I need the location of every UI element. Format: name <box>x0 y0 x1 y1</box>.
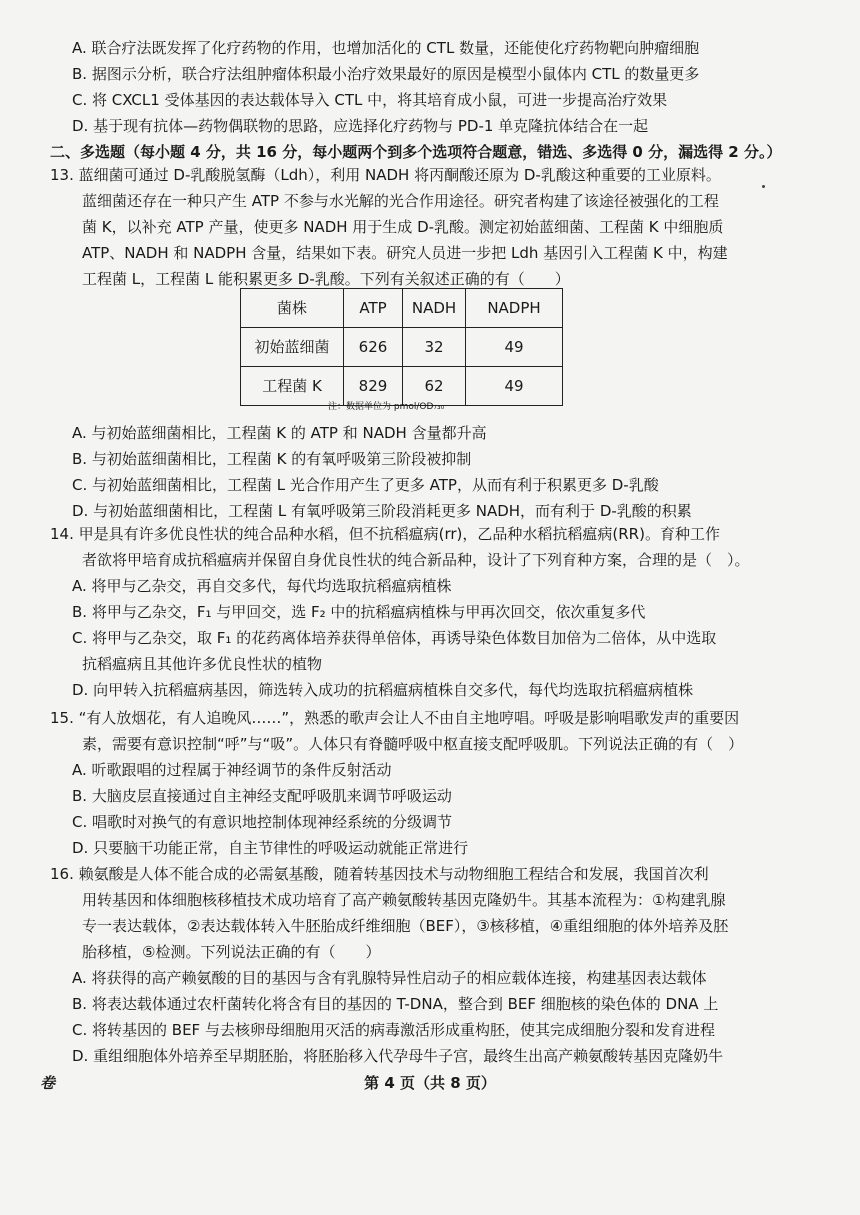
stray-mark <box>762 185 765 188</box>
table-cell: 829 <box>344 367 403 406</box>
option-d: D. 只要脑干功能正常，自主节律性的呼吸运动就能正常进行 <box>72 839 469 857</box>
option-d: D. 与初始蓝细菌相比，工程菌 L 有氧呼吸第三阶段消耗更多 NADH，而有利于 D-乳酸的积累 <box>72 502 692 520</box>
q15-line-1: 15. “有人放烟花，有人追晚风……”，熟悉的歌声会让人不由自主地哼唱。呼吸是影响唱歌发声的重要因 <box>50 709 740 727</box>
option-d: D. 基于现有抗体—药物偶联物的思路，应选择化疗药物与 PD-1 单克隆抗体结合在一起 <box>72 117 649 135</box>
footer-left-mark: 卷 <box>40 1074 56 1092</box>
q15-line-2: 素，需要有意识控制“呼”与“吸”。人体只有脊髓呼吸中枢直接支配呼吸肌。下列说法正确的有（ ） <box>82 735 744 753</box>
table-cell: 工程菌 K <box>241 367 344 406</box>
option-b: B. 与初始蓝细菌相比，工程菌 K 的有氧呼吸第三阶段被抑制 <box>72 450 472 468</box>
table-header-cell: NADPH <box>466 289 563 328</box>
option-b: B. 将甲与乙杂交，F₁ 与甲回交，选 F₂ 中的抗稻瘟病植株与甲再次回交，依次重复多代 <box>72 603 646 621</box>
option-a: A. 与初始蓝细菌相比，工程菌 K 的 ATP 和 NADH 含量都升高 <box>72 424 487 442</box>
q16-line-1: 16. 赖氨酸是人体不能合成的必需氨基酸，随着转基因技术与动物细胞工程结合和发展，我国首次利 <box>50 865 709 883</box>
table-header-row <box>241 289 563 328</box>
q13-line-1: 13. 蓝细菌可通过 D-乳酸脱氢酶（Ldh），利用 NADH 将丙酮酸还原为 D-乳酸这种重要的工业原料。 <box>50 166 721 184</box>
q13-options <box>0 420 860 524</box>
option-c: C. 将甲与乙杂交，取 F₁ 的花药离体培养获得单倍体，再诱导染色体数目加倍为二倍体，从中选取 <box>72 629 717 647</box>
page-number: 第 4 页（共 8 页） <box>364 1074 496 1092</box>
table-header-cell: NADH <box>403 289 466 328</box>
table-header-cell: 菌株 <box>241 289 344 328</box>
option-c: C. 将转基因的 BEF 与去核卵母细胞用灭活的病毒激活形成重构胚，使其完成细胞分裂和发育进程 <box>72 1021 715 1039</box>
table-header-cell: ATP <box>344 289 403 328</box>
option-d: D. 重组细胞体外培养至早期胚胎，将胚胎移入代孕母牛子宫，最终生出高产赖氨酸转基因克隆奶牛 <box>72 1047 724 1065</box>
option-a: A. 联合疗法既发挥了化疗药物的作用，也增加活化的 CTL 数量，还能使化疗药物靶向肿瘤细胞 <box>72 39 700 57</box>
q16-line-3: 专一表达载体，②表达载体转入牛胚胎成纤维细胞（BEF），③核移植，④重组细胞的体外培养及胚 <box>82 917 729 935</box>
section-heading: 二、多选题（每小题 4 分，共 16 分，每小题两个到多个选项符合题意，错选、多选得 0 分，漏选得 2 分。） <box>50 143 782 161</box>
option-b: B. 据图示分析，联合疗法组肿瘤体积最小治疗效果最好的原因是模型小鼠体内 CTL 的数量更多 <box>72 65 700 83</box>
option-d: D. 向甲转入抗稻瘟病基因，筛选转入成功的抗稻瘟病植株自交多代，每代均选取抗稻瘟病植株 <box>72 681 694 699</box>
q16-line-2: 用转基因和体细胞核移植技术成功培育了高产赖氨酸转基因克隆奶牛。其基本流程为：①构建乳腺 <box>82 891 726 909</box>
table-cell: 49 <box>466 367 563 406</box>
table-row <box>241 328 563 367</box>
question-14 <box>0 521 860 703</box>
question-16 <box>0 861 860 1069</box>
table-cell: 32 <box>403 328 466 367</box>
table-row <box>241 367 563 406</box>
option-a: A. 将甲与乙杂交，再自交多代，每代均选取抗稻瘟病植株 <box>72 577 452 595</box>
option-a: A. 听歌跟唱的过程属于神经调节的条件反射活动 <box>72 761 392 779</box>
table-cell: 49 <box>466 328 563 367</box>
option-b: B. 将表达载体通过农杆菌转化将含有目的基因的 T-DNA，整合到 BEF 细胞核的染色体的 DNA 上 <box>72 995 719 1013</box>
option-c: C. 与初始蓝细菌相比，工程菌 L 光合作用产生了更多 ATP，从而有利于积累更多 D-乳酸 <box>72 476 659 494</box>
q16-line-4: 胎移植，⑤检测。下列说法正确的有（ ） <box>82 943 381 961</box>
option-c-continued: 抗稻瘟病且其他许多优良性状的植物 <box>82 655 323 673</box>
q13-line-4: ATP、NADH 和 NADPH 含量，结果如下表。研究人员进一步把 Ldh 基因引入工程菌 K 中，构建 <box>82 244 728 262</box>
q13-line-2: 蓝细菌还存在一种只产生 ATP 不参与水光解的光合作用途径。研究者构建了该途径被强化的工程 <box>82 192 719 210</box>
table-cell: 62 <box>403 367 466 406</box>
q14-line-2: 者欲将甲培育成抗稻瘟病并保留自身优良性状的纯合新品种，设计了下列育种方案，合理的是（ ）。 <box>82 551 750 569</box>
q14-line-1: 14. 甲是具有许多优良性状的纯合品种水稻，但不抗稻瘟病(rr)，乙品种水稻抗稻瘟病(RR)。育种工作 <box>50 525 720 543</box>
question-15 <box>0 705 860 861</box>
option-c: C. 唱歌时对换气的有意识地控制体现神经系统的分级调节 <box>72 813 453 831</box>
previous-question-options <box>0 35 860 139</box>
option-c: C. 将 CXCL1 受体基因的表达载体导入 CTL 中，将其培育成小鼠，可进一步提高治疗效果 <box>72 91 668 109</box>
q13-line-3: 菌 K，以补充 ATP 产量，使更多 NADH 用于生成 D-乳酸。测定初始蓝细菌、工程菌 K 中细胞质 <box>82 218 724 236</box>
table-note: 注：数据单位为 pmol/OD₇₃₀ <box>328 402 445 412</box>
q13-line-5: 工程菌 L，工程菌 L 能积累更多 D-乳酸。下列有关叙述正确的有（ ） <box>82 270 570 288</box>
question-13 <box>0 162 860 292</box>
table-cell: 626 <box>344 328 403 367</box>
page-footer <box>0 1070 860 1096</box>
q13-data-table <box>240 288 563 406</box>
table-cell: 初始蓝细菌 <box>241 328 344 367</box>
option-b: B. 大脑皮层直接通过自主神经支配呼吸肌来调节呼吸运动 <box>72 787 452 805</box>
option-a: A. 将获得的高产赖氨酸的目的基因与含有乳腺特异性启动子的相应载体连接，构建基因表达载体 <box>72 969 707 987</box>
